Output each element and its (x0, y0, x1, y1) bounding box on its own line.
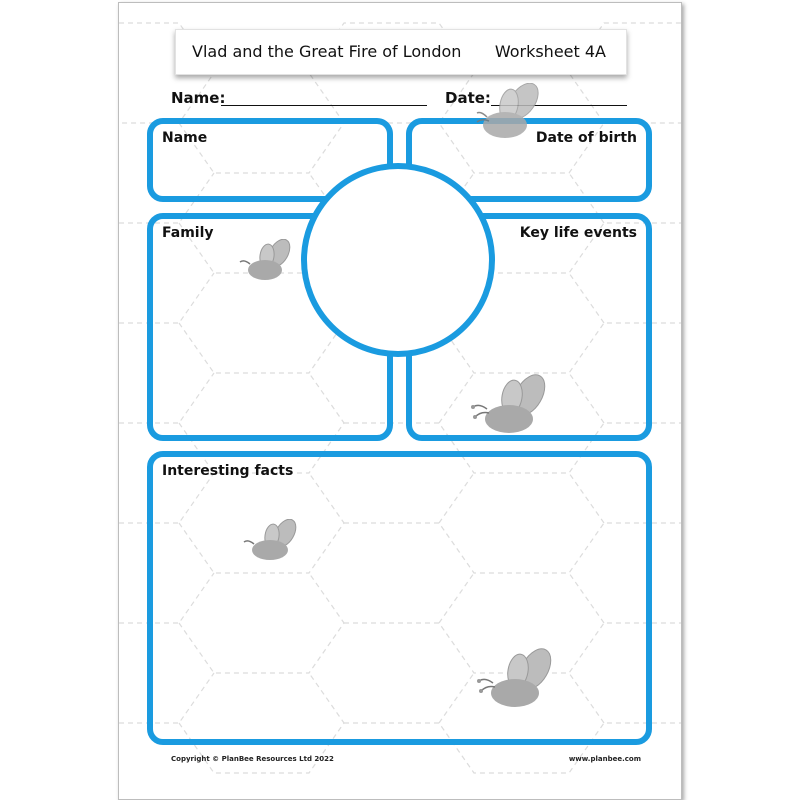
date-of-birth-box-label: Date of birth (535, 130, 637, 146)
bee-icon (237, 239, 297, 287)
family-box-label: Family (162, 225, 214, 241)
worksheet-title: Vlad and the Great Fire of London (192, 42, 462, 61)
title-banner (175, 29, 627, 75)
website-link[interactable]: www.planbee.com (568, 755, 641, 763)
name-field-line[interactable] (221, 105, 427, 106)
portrait-circle[interactable] (301, 163, 495, 357)
worksheet-page (118, 2, 682, 800)
interesting-facts-box[interactable] (147, 451, 652, 745)
interesting-facts-box-label: Interesting facts (162, 463, 294, 479)
name-field-label: Name: (171, 89, 226, 107)
date-field-label: Date: (445, 89, 491, 107)
bee-icon (467, 373, 557, 443)
key-life-events-box-label: Key life events (519, 225, 637, 241)
worksheet-number: Worksheet 4A (494, 42, 606, 61)
bee-icon (241, 519, 303, 567)
copyright-notice: Copyright © PlanBee Resources Ltd 2022 (171, 755, 334, 763)
bee-icon (475, 83, 555, 145)
bee-icon (473, 647, 563, 717)
name-box-label: Name (162, 130, 208, 146)
